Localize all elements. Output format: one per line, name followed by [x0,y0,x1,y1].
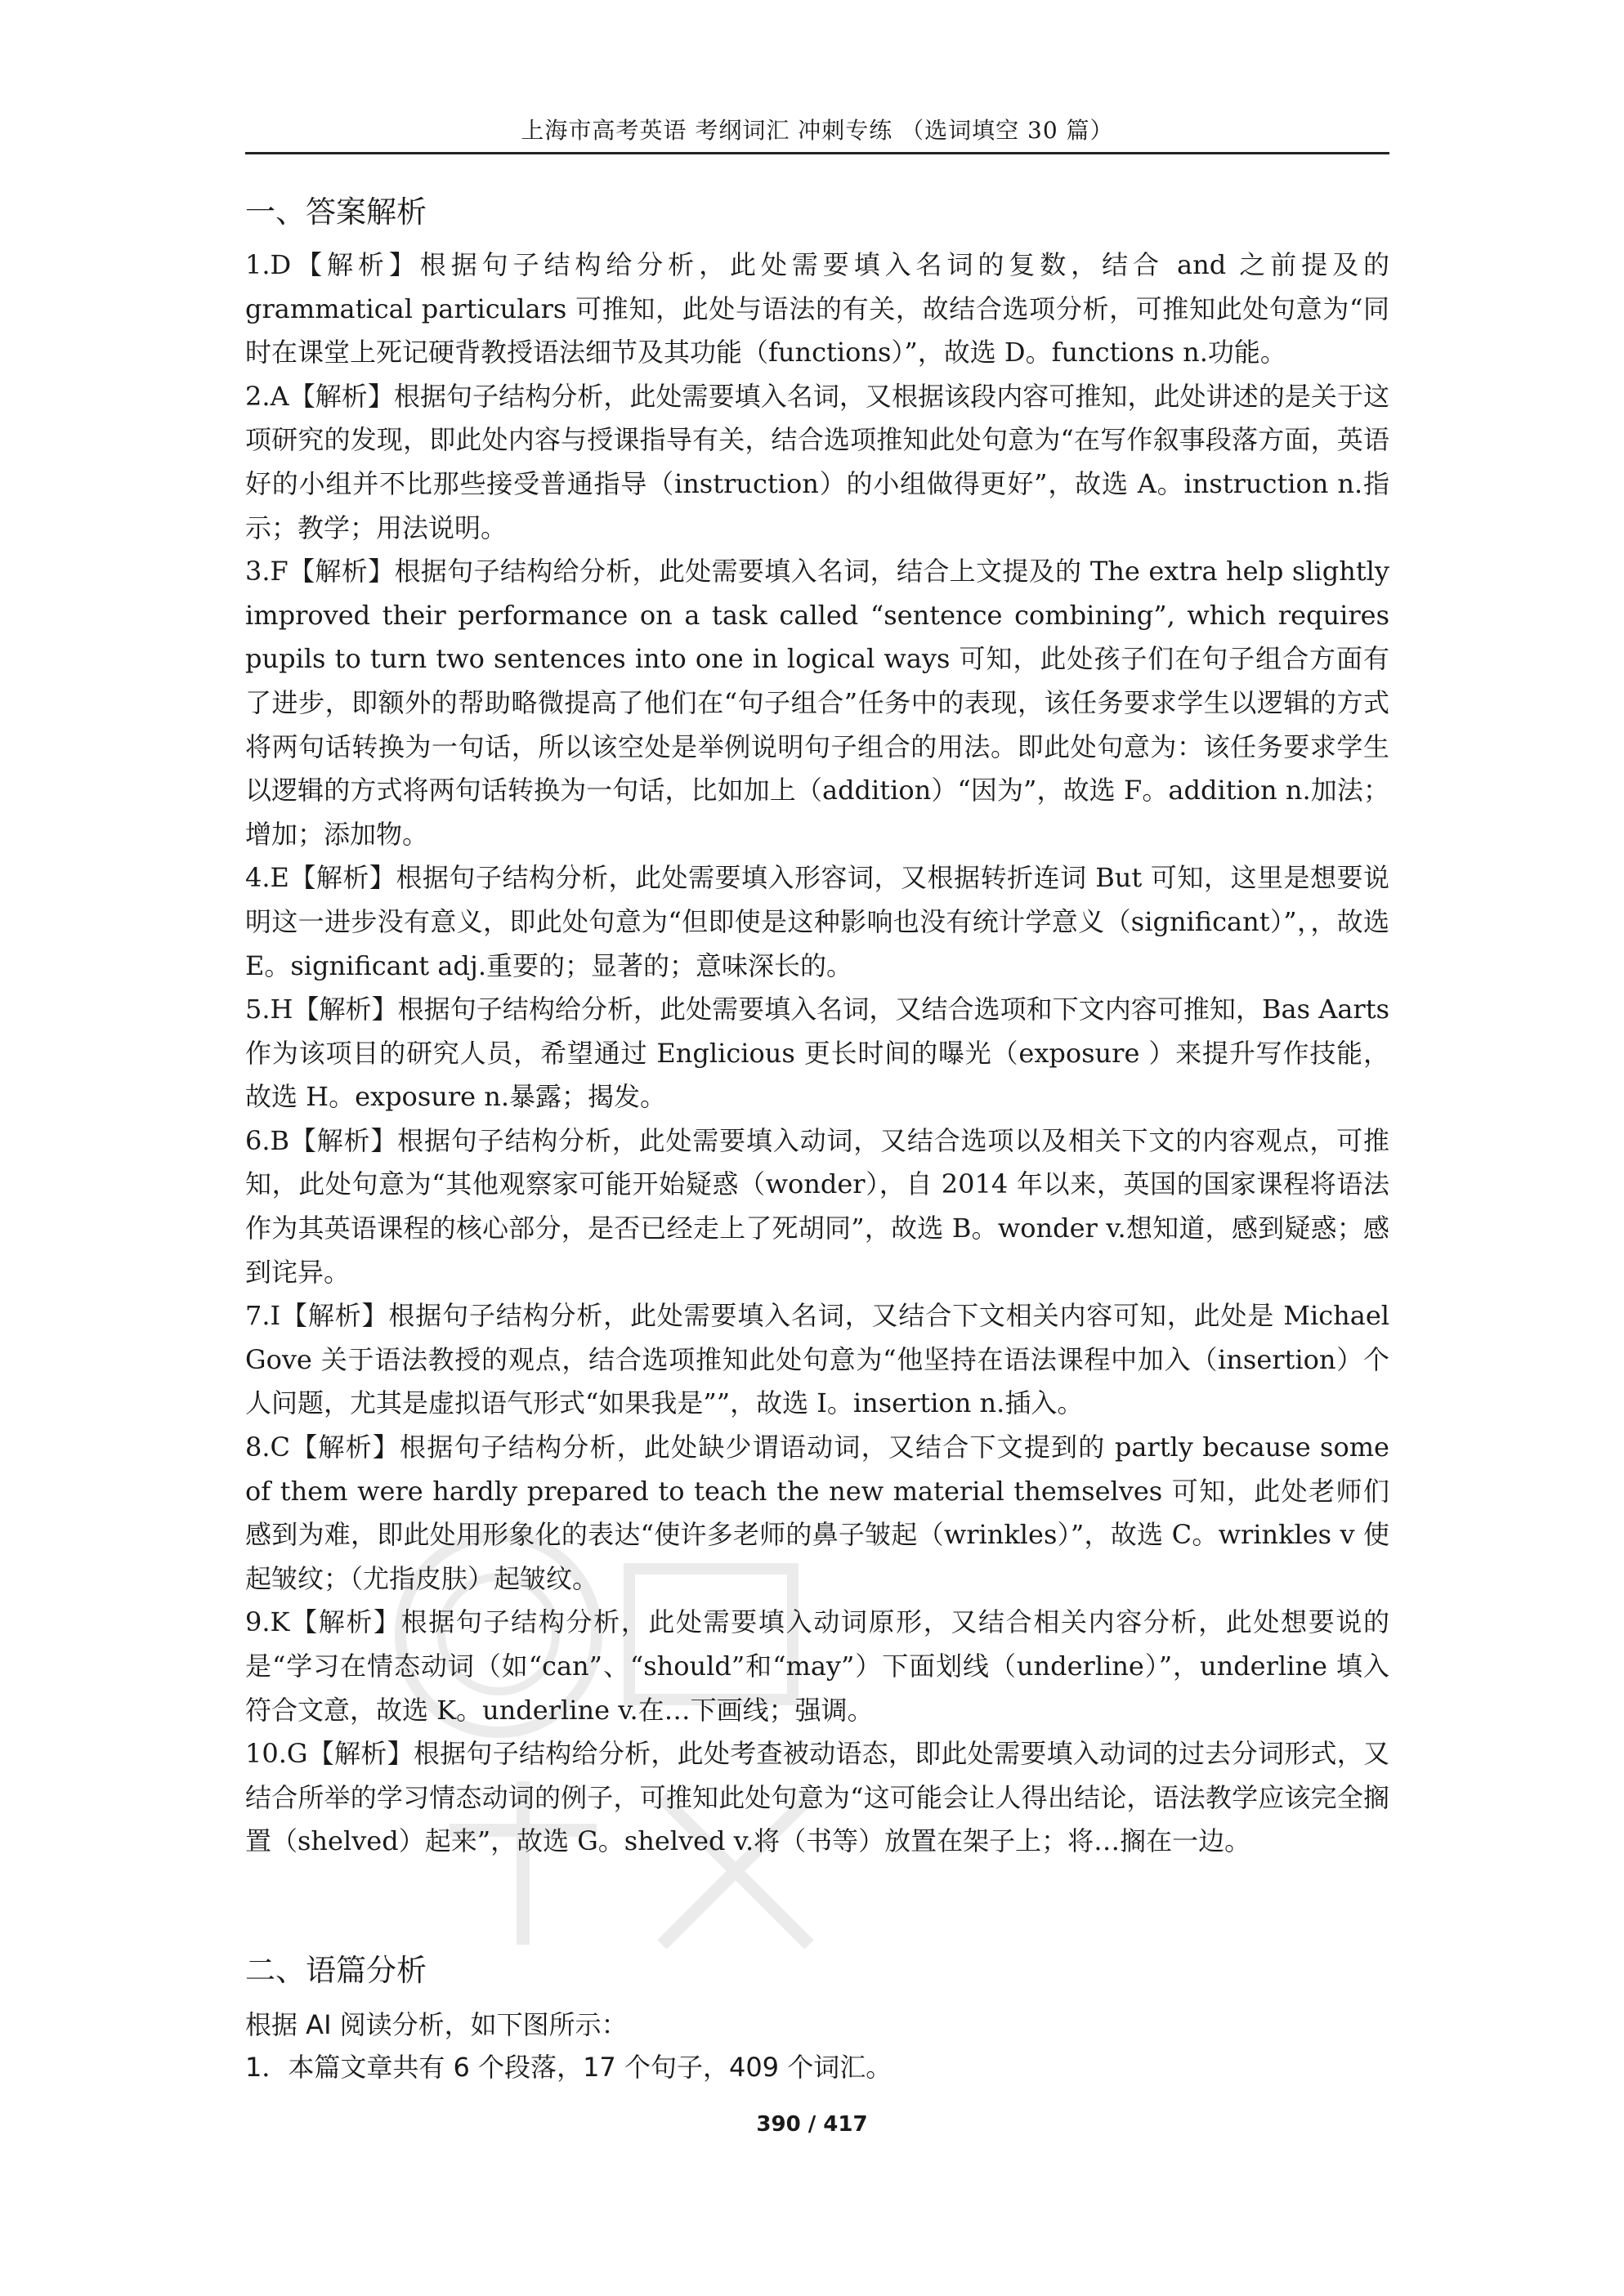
section-title-discourse-analysis: 二、语篇分析 [245,1953,427,1988]
analysis-intro: 根据 AI 阅读分析，如下图所示： [245,2009,628,2040]
answer-item-8: 8.C【解析】根据句子结构分析，此处缺少谓语动词，又结合下文提到的 partly because some of them were hardly prepared to teach the new material themselves 可知，此处老师们感到为难，即此处用形象化的表达“使许多老师的鼻子皱起（wrinkles）”，故选 C。wrinkles v 使起皱纹；（尤指皮肤）起皱纹。 [245,1432,1389,1594]
section-title-answer-analysis: 一、答案解析 [245,194,427,230]
analysis-item-1: 1．本篇文章共有 6 个段落，17 个句子，409 个词汇。 [245,2052,893,2083]
answer-item-4: 4.E【解析】根据句子结构分析，此处需要填入形容词，又根据转折连词 But 可知，这里是想要说明这一进步没有意义，即此处句意为“但即使是这种影响也没有统计学意义（significant）”，，故选 E。significant adj.重要的；显著的；意味深长的。 [245,862,1389,981]
answer-item-5: 5.H【解析】根据句子结构给分析，此处需要填入名词，又结合选项和下文内容可推知，Bas Aarts 作为该项目的研究人员，希望通过 Englicious 更长时间的曝光（exposure ）来提升写作技能，故选 H。exposure n.暴露；揭发。 [245,994,1389,1113]
answer-item-10: 10.G【解析】根据句子结构给分析，此处考查被动语态，即此处需要填入动词的过去分词形式，又结合所举的学习情态动词的例子，可推知此处句意为“这可能会让人得出结论，语法教学应该完全搁置（shelved）起来”，故选 G。shelved v.将（书等）放置在架子上；将…搁在一边。 [245,1738,1389,1857]
header-divider [245,152,1389,154]
page-header: 上海市高考英语 考纲词汇 冲刺专练 （选词填空 30 篇） [521,117,1114,144]
answer-explanations [245,243,1389,1864]
answer-item-9: 9.K【解析】根据句子结构分析，此处需要填入动词原形，又结合相关内容分析，此处想要说的是“学习在情态动词（如“can”、“should”和“may”）下面划线（underline）”，underline 填入符合文意，故选 K。underline v.在…下画线；强调。 [245,1606,1389,1726]
answer-item-7: 7.I【解析】根据句子结构分析，此处需要填入名词，又结合下文相关内容可知，此处是 Michael Gove 关于语法教授的观点，结合选项推知此处句意为“他坚持在语法课程中加入（insertion）个人问题，尤其是虚拟语气形式“如果我是””，故选 I。insertion n.插入。 [245,1300,1389,1419]
answer-item-2: 2.A【解析】根据句子结构分析，此处需要填入名词，又根据该段内容可推知，此处讲述的是关于这项研究的发现，即此处内容与授课指导有关，结合选项推知此处句意为“在写作叙事段落方面，英语好的小组并不比那些接受普通指导（instruction）的小组做得更好”，故选 A。instruction n.指示；教学；用法说明。 [245,380,1389,543]
answer-item-6: 6.B【解析】根据句子结构分析，此处需要填入动词，又结合选项以及相关下文的内容观点，可推知，此处句意为“其他观察家可能开始疑惑（wonder），自 2014 年以来，英国的国家课程将语法作为其英语课程的核心部分，是否已经走上了死胡同”，故选 B。wonder v.想知道，感到疑惑；感到诧异。 [245,1124,1389,1288]
discourse-analysis [245,2003,1389,2088]
page-number: 390 / 417 [756,2112,868,2137]
answer-item-3: 3.F【解析】根据句子结构给分析，此处需要填入名词，结合上文提及的 The extra help slightly improved their performance on a task called “sentence combining”, which requires pupils to turn two sentences into one in logical ways 可知，此处孩子们在句子组合方面有了进步，即额外的帮助略微提高了他们在“句子组合”任务中的表现，该任务要求学生以逻辑的方式将两句话转换为一句话，所以该空处是举例说明句子组合的用法。即此处句意为：该任务要求学生以逻辑的方式将两句话转换为一句话，比如加上（addition）“因为”，故选 F。addition n.加法；增加；添加物。 [245,556,1389,850]
answer-item-1: 1.D【解析】根据句子结构给分析，此处需要填入名词的复数，结合 and 之前提及的 grammatical particulars 可推知，此处与语法的有关，故结合选项分析，可推知此处句意为“同时在课堂上死记硬背教授语法细节及其功能（functions）”，故选 D。functions n.功能。 [245,249,1389,369]
